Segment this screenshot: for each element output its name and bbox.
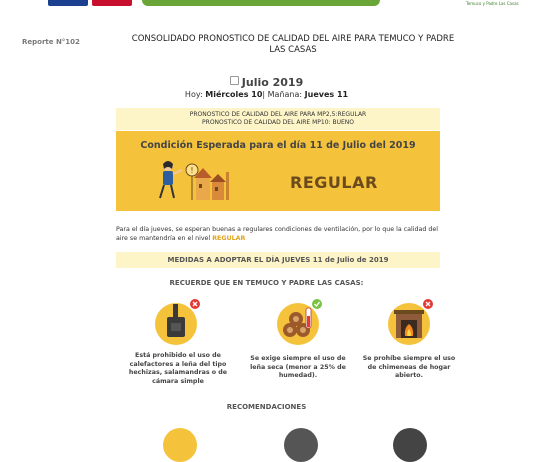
- remember-title: RECUERDE QUE EN TEMUCO Y PADRE LAS CASAS:: [169, 279, 364, 287]
- tip-text-stove: Está prohibido el uso de calefactores a leña del tipo hechizas, salamandras o de cámara simple: [128, 352, 228, 385]
- forecast-description: [116, 225, 438, 243]
- header-logos: [0, 0, 533, 10]
- condition-panel: [116, 131, 440, 211]
- today-value: Miércoles 10: [205, 90, 263, 99]
- tomorrow-label: Mañana:: [267, 90, 303, 99]
- header-side-text: Temuco y Padre Las Casas: [466, 1, 519, 6]
- recommendations-title: RECOMENDACIONES: [226, 403, 307, 411]
- month-label: Julio 2019: [241, 76, 304, 89]
- today-label: Hoy:: [184, 90, 203, 99]
- measures-title: MEDIDAS A ADOPTAR EL DÍA JUEVES 11 de Julio de 2019: [116, 252, 440, 268]
- tomorrow-value: Jueves 11: [304, 90, 349, 99]
- tip-text-fireplace: Se prohíbe siempre el uso de chimeneas de hogar abierto.: [362, 355, 456, 379]
- forecast-box: [116, 108, 440, 130]
- tip-text-firewood: Se exige siempre el uso de leña seca (menor a 25% de humedad).: [250, 355, 346, 379]
- header-banner: [142, 0, 380, 6]
- days-row: [0, 90, 533, 99]
- stove-icon: [151, 296, 201, 346]
- days-separator: |: [262, 90, 266, 99]
- fireplace-icon: [384, 296, 434, 346]
- condition-value: REGULAR: [290, 173, 378, 192]
- recommendation-icon-2: [284, 428, 318, 462]
- person-warning-illustration: [152, 156, 232, 206]
- report-number: Reporte N°102: [22, 38, 80, 46]
- description-level: REGULAR: [212, 235, 246, 242]
- forecast-mp10: PRONOSTICO DE CALIDAD DEL AIRE MP10: BUENO: [202, 119, 354, 126]
- environment-logo: [92, 0, 132, 6]
- calendar-icon: [230, 76, 239, 85]
- dry-firewood-icon: [273, 296, 323, 346]
- forecast-mp25: PRONOSTICO DE CALIDAD DEL AIRE PARA MP2,5:REGULAR: [189, 111, 367, 118]
- condition-title: Condición Esperada para el día 11 de Julio del 2019: [140, 140, 416, 151]
- description-text: Para el día jueves, se esperan buenas a regulares condiciones de ventilación, por lo que la calidad del aire se mantendría en el nivel: [116, 226, 438, 242]
- month-header: [0, 76, 533, 89]
- recommendation-icon-3: [393, 428, 427, 462]
- recommendation-icon-1: [163, 428, 197, 462]
- svg-text:!: !: [190, 166, 194, 175]
- report-title: CONSOLIDADO PRONOSTICO DE CALIDAD DEL AIRE PARA TEMUCO Y PADRE LAS CASAS: [131, 34, 455, 55]
- ministry-logo: [48, 0, 88, 6]
